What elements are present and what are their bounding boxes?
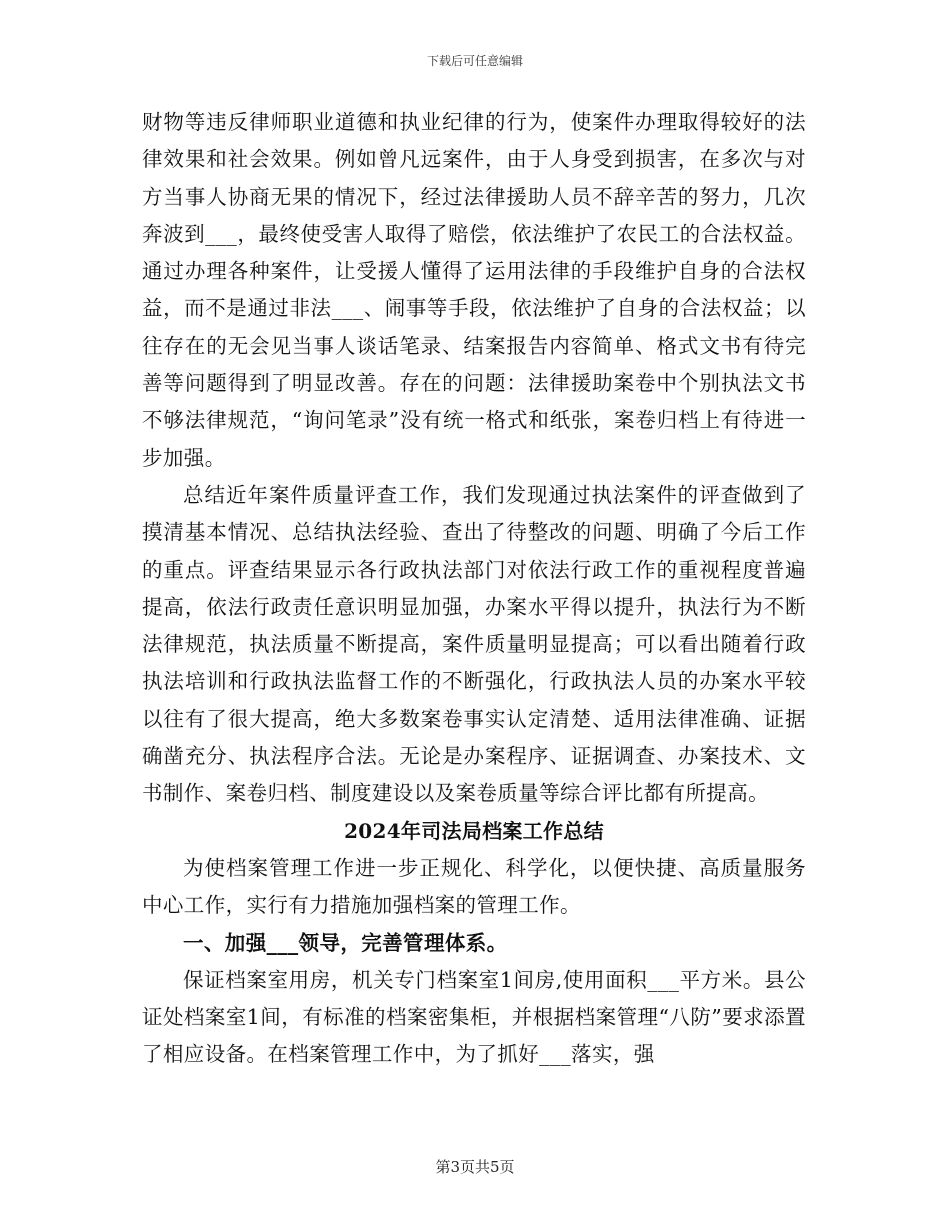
document-body [142, 104, 806, 1074]
paragraph-archive-room: 保证档案室用房，机关专门档案室1间房,使用面积___平方米。县公证处档案室1间，有标准的档案密集柜，并根据档案管理“八防”要求添置了相应设备。在档案管理工作中，为了抓好___落实，强 [142, 967, 806, 1067]
paragraph-archive-intro: 为使档案管理工作进一步正规化、科学化，以便快捷、高质量服务中心工作，实行有力措施加强档案的管理工作。 [142, 855, 806, 918]
section-title: 2024年司法局档案工作总结 [344, 818, 604, 843]
paragraph-legal-aid-results: 财物等违反律师职业道德和执业纪律的行为，使案件办理取得较好的法律效果和社会效果。例如曾凡远案件，由于人身受到损害，在多次与对方当事人协商无果的情况下，经过法律援助人员不辞辛苦的努力，几次奔波到___，最终使受害人取得了赔偿，依法维护了农民工的合法权益。通过办理各种案件，让受援人懂得了运用法律的手段维护自身的合法权益，而不是通过非法___、闹事等手段，依法维护了自身的合法权益；以往存在的无会见当事人谈话笔录、结案报告内容简单、格式文书有待完善等问题得到了明显改善。存在的问题：法律援助案卷中个别执法文书不够法律规范，“询问笔录”没有统一格式和纸张，案卷归档上有待进一步加强。 [142, 110, 806, 470]
paragraph-case-quality-review: 总结近年案件质量评查工作，我们发现通过执法案件的评查做到了摸清基本情况、总结执法经验、查出了待整改的问题、明确了今后工作的重点。评查结果显示各行政执法部门对依法行政工作的重视程度普遍提高，依法行政责任意识明显加强，办案水平得以提升，执法行为不断法律规范，执法质量不断提高，案件质量明显提高；可以看出随着行政执法培训和行政执法监督工作的不断强化，行政执法人员的办案水平较以往有了很大提高，绝大多数案卷事实认定清楚、适用法律准确、证据确凿充分、执法程序合法。无论是办案程序、证据调查、办案技术、文书制作、案卷归档、制度建设以及案卷质量等综合评比都有所提高。 [142, 482, 806, 806]
page-footer: 第3页共5页 [435, 1158, 515, 1176]
section-heading-1: 一、加强___领导，完善管理体系。 [183, 930, 508, 955]
page-header: 下载后可任意编辑 [426, 54, 523, 68]
